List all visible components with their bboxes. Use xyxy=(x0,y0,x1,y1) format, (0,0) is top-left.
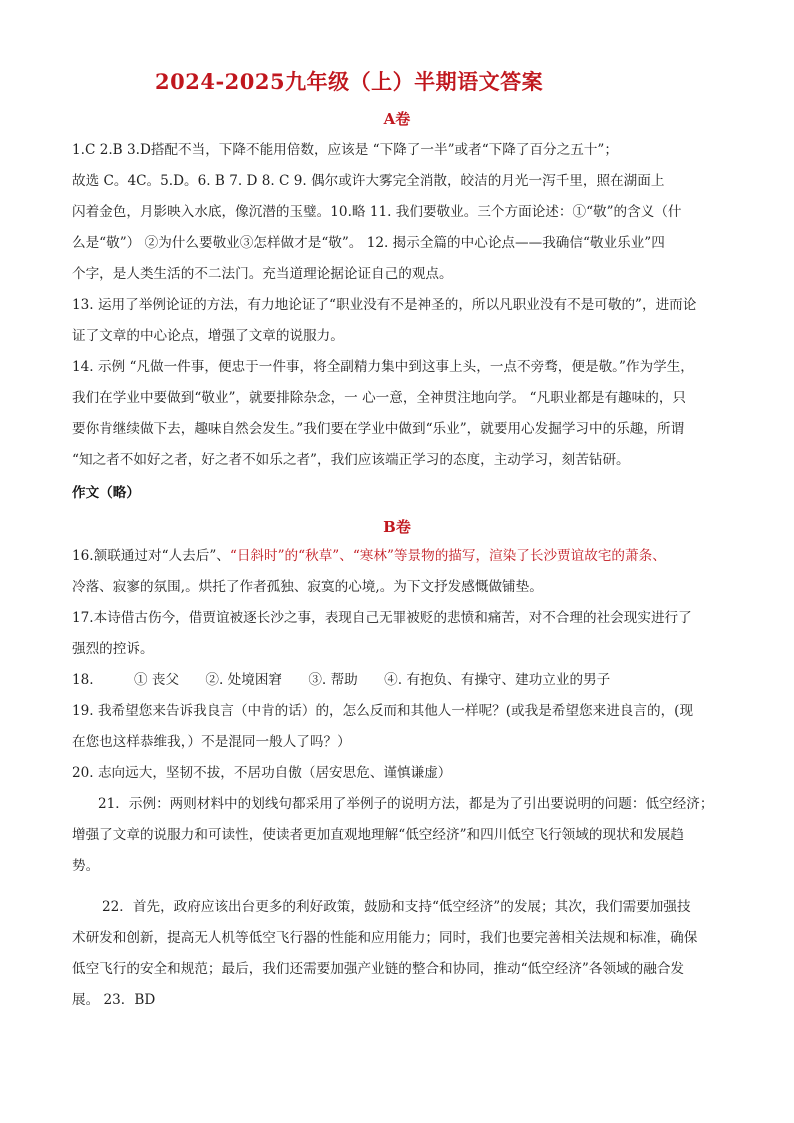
answer-line: 故选 C。4C。5.D。6. B 7. D 8. C 9. 偶尔或许大雾完全消散，皎洁的月光一泻千里，照在湖面上 xyxy=(72,173,665,189)
essay-note xyxy=(72,478,732,509)
answer-line-16 xyxy=(72,541,732,572)
answer-18-item: ③. 帮助 xyxy=(308,672,358,688)
section-b-heading: B卷 xyxy=(383,518,411,536)
answer-line: 1.C 2.B 3.D搭配不当，下降不能用倍数，应该是 “下降了一半”或者“下降了百分之五十”； xyxy=(72,142,618,158)
answer-line: 我们在学业中要做到“敬业”，就要排除杂念，一 心一意，全神贯注地向学。 “凡职业都是有趣味的，只 xyxy=(72,390,687,406)
answer-line: 14. 示例 “凡做一件事，便忠于一件事，将全副精力集中到这事上头，一点不旁骛，便是敬。”作为学生， xyxy=(72,359,694,375)
section-a-answers xyxy=(72,135,732,476)
answer-line-21: 21．示例：两则材料中的划线句都采用了举例子的说明方法，都是为了引出要说明的问题：低空经济； xyxy=(98,796,714,812)
answer-line: 闪着金色，月影映入水底，像沉潜的玉璧。10.略 11. 我们要敬业。三个方面论述：①“敬”的含义（什 xyxy=(72,204,682,220)
answer-line-23: 展。 23．BD xyxy=(72,992,156,1008)
answer-line-20: 20. 志向远大，坚韧不拔，不居功自傲（居安思危、谨慎谦虚） xyxy=(72,765,452,781)
answer-line: 个字，是人类生活的不二法门。充当道理论据论证自己的观点。 xyxy=(72,266,453,282)
answer-18-item: ④. 有抱负、有操守、建功立业的男子 xyxy=(384,672,611,688)
section-a-heading: A卷 xyxy=(383,110,411,128)
answer-18-item: ②. 处境困窘 xyxy=(205,672,283,688)
answer-line: 证了文章的中心论点，增强了文章的说服力。 xyxy=(72,328,344,344)
answer-18-item: ① 丧父 xyxy=(133,672,180,688)
answer-line: 在您也这样恭维我，）不是混同一般人了吗？） xyxy=(72,734,351,750)
answer-line: 冷落、寂寥的氛围,。烘托了作者孤独、寂寞的心境,。为下文抒发感慨做铺垫。 xyxy=(72,579,543,595)
answer-16-lead: 16.颔联通过对“人去后”、 xyxy=(72,548,230,564)
section-b-answers xyxy=(72,541,732,1016)
answer-line: 势。 xyxy=(72,858,100,874)
answer-18-number: 18. xyxy=(72,672,94,688)
answer-line-18 xyxy=(72,665,732,696)
answer-line-22: 22．首先，政府应该出台更多的利好政策，鼓励和支持“低空经济”的发展；其次，我们需要加强技 xyxy=(102,899,691,915)
answer-line: 强烈的控诉。 xyxy=(72,641,154,657)
answer-line: 低空飞行的安全和规范；最后，我们还需要加强产业链的整合和协同，推动“低空经济”各领域的融合发 xyxy=(72,961,685,977)
answer-16-highlight: “日斜时”的“秋草”、“寒林”等景物的描写，渲染了长沙贾谊故宅的萧条、 xyxy=(229,548,666,564)
essay-label: 作文（略） xyxy=(72,485,140,501)
answer-line: 增强了文章的说服力和可读性，使读者更加直观地理解“低空经济”和四川低空飞行领域的现状和发展趋 xyxy=(72,827,685,843)
answer-line: 么是“敬”） ②为什么要敬业③怎样做才是“敬”。 12. 揭示全篇的中心论点——我确信“敬业乐业”四 xyxy=(72,235,665,251)
answer-line: 要你肯继续做下去，趣味自然会发生。”我们要在学业中做到“乐业”，就要用心发掘学习中的乐趣，所谓 xyxy=(72,421,685,437)
page-title: 2024-2025九年级（上）半期语文答案 xyxy=(155,69,544,94)
answer-line: 术研发和创新，提高无人机等低空飞行器的性能和应用能力；同时，我们也要完善相关法规和标准，确保 xyxy=(72,930,698,946)
answer-line: “知之者不如好之者，好之者不如乐之者”，我们应该端正学习的态度，主动学习，刻苦钻研。 xyxy=(72,452,630,468)
answer-line: 13. 运用了举例论证的方法，有力地论证了“职业没有不是神圣的，所以凡职业没有不是可敬的”，进而论 xyxy=(72,297,697,313)
answer-line-19: 19. 我希望您来告诉我良言（中肯的话）的，怎么反而和其他人一样呢？(或我是希望您来进良言的，(现 xyxy=(72,703,694,719)
answer-line-17: 17.本诗借古伤今，借贾谊被逐长沙之事，表现自己无罪被贬的悲愤和痛苦，对不合理的社会现实进行了 xyxy=(72,610,692,626)
